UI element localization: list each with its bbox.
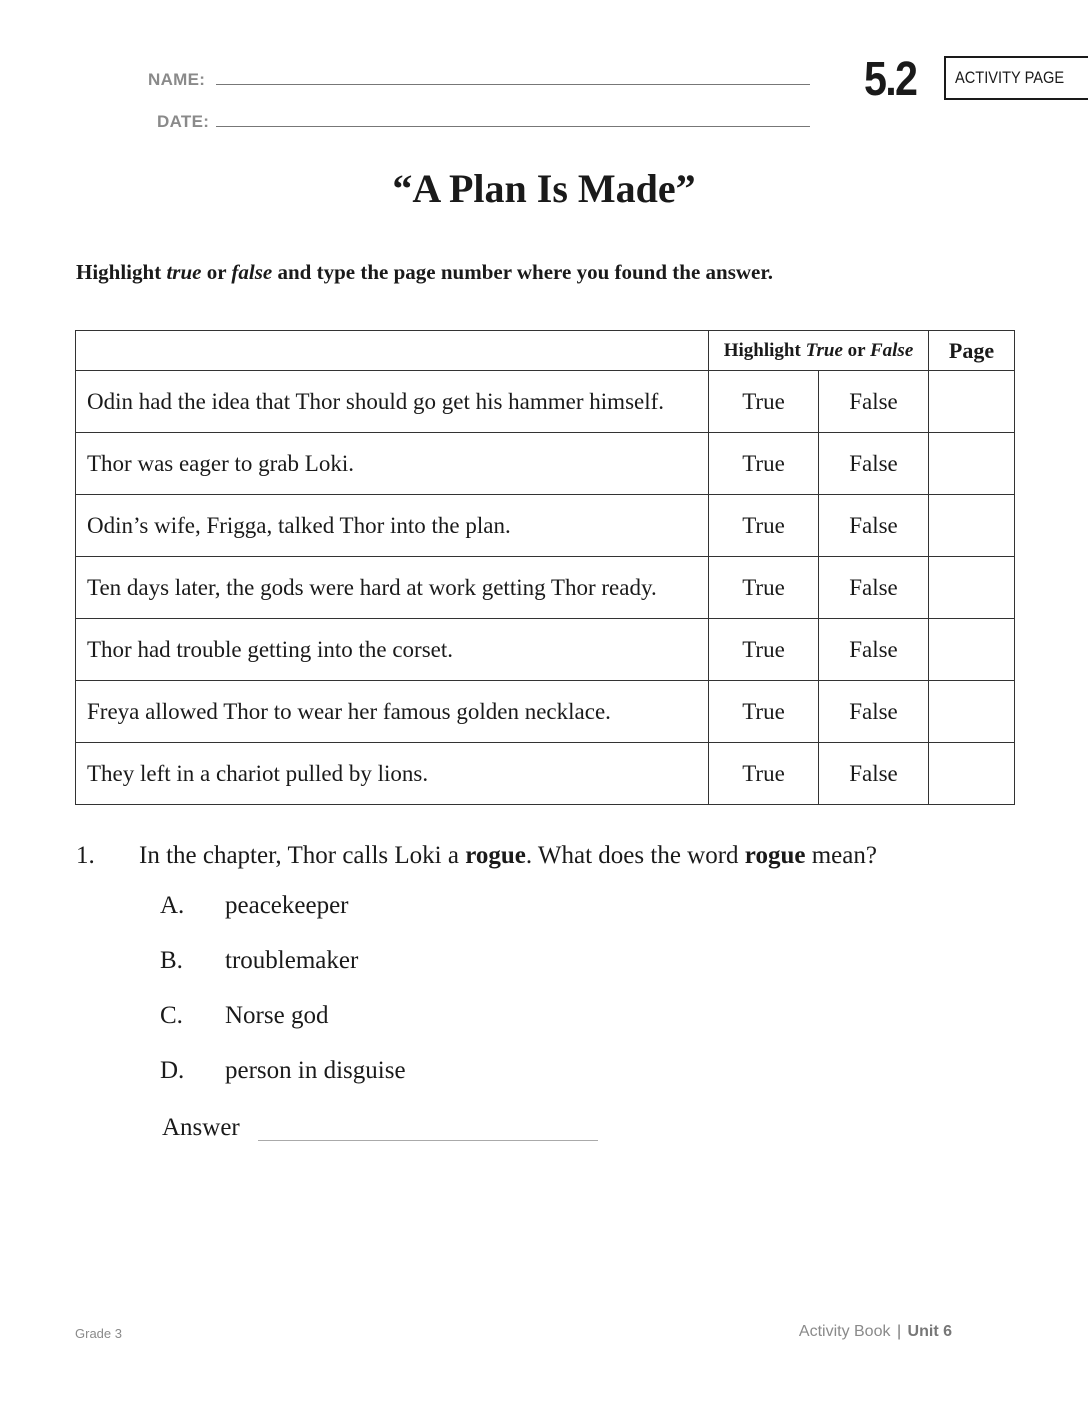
false-option[interactable]: False [819,557,929,619]
question-text-part: . What does the word [525,842,745,869]
name-input-line[interactable] [216,84,810,85]
table-row [76,557,1015,619]
page-number-input[interactable] [929,681,1015,743]
table-row [76,743,1015,805]
instructions-part: or [201,260,232,284]
footer-separator: | [896,1323,902,1340]
option-letter: A. [160,892,185,919]
answer-input-line[interactable] [258,1140,598,1141]
footer-book-unit [799,1323,952,1341]
true-option[interactable]: True [709,619,819,681]
question-number: 1. [76,842,95,869]
false-option[interactable]: False [819,681,929,743]
option-letter: D. [160,1057,185,1084]
footer-grade: Grade 3 [75,1326,122,1341]
header-highlight-cell [709,331,929,371]
page-number-input[interactable] [929,619,1015,681]
instructions-part: and type the page number where you found the answer. [272,260,773,284]
statement-cell: Odin had the idea that Thor should go get his hammer himself. [76,371,709,433]
statement-cell: Odin’s wife, Frigga, talked Thor into the plan. [76,495,709,557]
header-highlight-text: Highlight [723,339,806,361]
instructions [76,260,773,285]
instructions-true-word: true [166,260,202,284]
option-text[interactable]: peacekeeper [225,892,349,919]
option-text[interactable]: Norse god [225,1002,329,1029]
option-text[interactable]: person in disguise [225,1057,406,1084]
footer-unit: Unit 6 [907,1323,952,1340]
question-text-part: mean? [805,842,877,869]
false-option[interactable]: False [819,433,929,495]
option-text[interactable]: troublemaker [225,947,359,974]
page-number-input[interactable] [929,495,1015,557]
header-page-cell: Page [929,331,1015,371]
option-letter: B. [160,947,183,974]
instructions-part: Highlight [76,260,167,284]
date-input-line[interactable] [216,126,810,127]
false-option[interactable]: False [819,495,929,557]
true-option[interactable]: True [709,743,819,805]
true-option[interactable]: True [709,433,819,495]
true-option[interactable]: True [709,681,819,743]
page-title: “A Plan Is Made” [392,166,696,211]
footer-book: Activity Book [798,1323,891,1340]
false-option[interactable]: False [819,371,929,433]
page-number-input[interactable] [929,557,1015,619]
instructions-false-word: false [231,260,273,284]
true-false-table [75,330,1015,805]
true-option[interactable]: True [709,557,819,619]
page-number-input[interactable] [929,743,1015,805]
option-letter: C. [160,1002,183,1029]
question-text [139,842,877,870]
question-keyword: rogue [744,842,806,869]
header-or-text: or [842,339,870,361]
statement-cell: They left in a chariot pulled by lions. [76,743,709,805]
name-label: NAME: [148,70,206,89]
page-number-input[interactable] [929,433,1015,495]
statement-cell: Thor was eager to grab Loki. [76,433,709,495]
activity-page-number: 5.2 [864,53,917,106]
statement-cell: Thor had trouble getting into the corset. [76,619,709,681]
activity-page-label: ACTIVITY PAGE [955,68,1065,87]
table-header-row [76,331,1015,371]
false-option[interactable]: False [819,743,929,805]
question-text-part: In the chapter, Thor calls Loki a [139,842,466,869]
true-option[interactable]: True [709,495,819,557]
table-row [76,371,1015,433]
header-statement-cell [76,331,709,371]
table-row [76,433,1015,495]
table-row [76,619,1015,681]
header-true-word: True [805,339,843,361]
table-row [76,495,1015,557]
false-option[interactable]: False [819,619,929,681]
answer-label: Answer [162,1114,240,1141]
true-option[interactable]: True [709,371,819,433]
header-false-word: False [869,339,914,361]
activity-page-badge [944,56,1088,100]
page-number-input[interactable] [929,371,1015,433]
table-row [76,681,1015,743]
statement-cell: Freya allowed Thor to wear her famous golden necklace. [76,681,709,743]
date-label: DATE: [157,112,210,131]
question-keyword: rogue [465,842,526,869]
statement-cell: Ten days later, the gods were hard at work getting Thor ready. [76,557,709,619]
